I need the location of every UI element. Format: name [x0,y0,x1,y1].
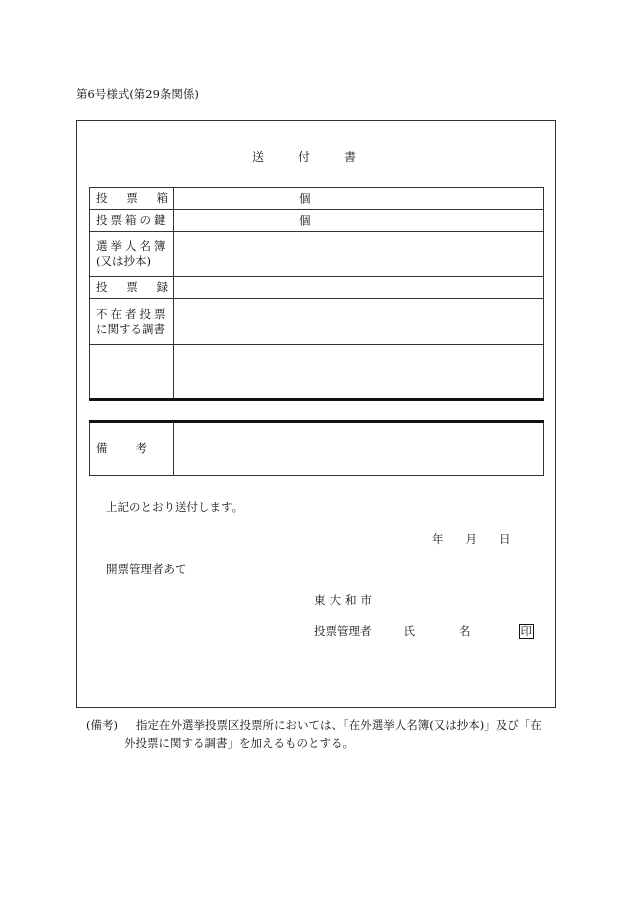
table-row [90,210,544,232]
voter-list-label: 選挙人名簿 (又は抄本) [90,232,174,277]
absentee-report-value[interactable] [174,299,544,345]
note-heading: (備考) [86,718,118,732]
items-table [89,187,544,399]
table-row [90,232,544,277]
day-label: 日 [499,532,511,546]
year-label: 年 [432,532,444,546]
remarks-label: 備 考 [90,423,174,475]
table-row [90,299,544,345]
ballot-box-unit: 個 [299,191,311,205]
blank-value-cell[interactable] [174,345,544,399]
section-divider [89,398,544,401]
table-row [90,188,544,210]
remarks-table [89,423,544,476]
city-name: 東大和市 [314,593,376,607]
table-row [90,423,544,475]
form-number-label: 第6号様式(第29条関係) [76,87,199,101]
role-label: 投票管理者 [314,624,372,638]
voter-list-value[interactable] [174,232,544,277]
ballot-record-value[interactable] [174,277,544,299]
signature-line [314,623,534,639]
table-row [90,345,544,399]
ballot-record-label: 投 票 録 [90,277,174,299]
note-text-line1: 指定在外選挙投票区投票所においては、「在外選挙人名簿(又は抄本)」及び「在 [136,718,542,732]
ballot-box-label: 投 票 箱 [90,188,174,210]
ballot-box-value[interactable] [174,188,544,210]
ballot-box-key-unit: 個 [299,213,311,227]
date-line [432,531,533,547]
ballot-box-key-value[interactable] [174,210,544,232]
document-title: 送付書 [252,150,391,164]
family-name-label: 氏 [403,624,415,638]
addressee: 開票管理者あて [106,562,187,576]
ballot-box-key-label: 投票箱の鍵 [90,210,174,232]
month-label: 月 [465,532,477,546]
send-statement: 上記のとおり送付します。 [106,500,244,514]
remarks-value[interactable] [174,423,544,475]
table-row [90,277,544,299]
blank-label-cell [90,345,174,399]
absentee-report-label: 不在者投票 に関する調書 [90,299,174,345]
given-name-label: 名 [459,624,471,638]
note-text-line2: 外投票に関する調書」を加えるものとする。 [124,736,354,750]
seal-mark: 印 [520,624,532,638]
